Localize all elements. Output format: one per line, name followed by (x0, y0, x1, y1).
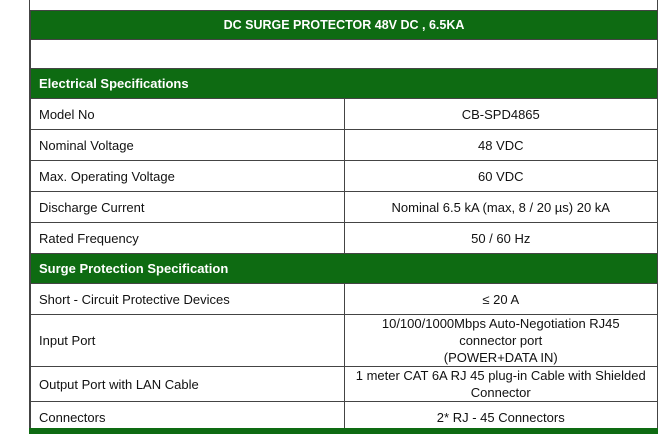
spec-value-line: CB-SPD4865 (461, 106, 540, 122)
section-header-electrical (31, 69, 658, 99)
spec-table (30, 10, 658, 433)
spec-label: Model No (31, 99, 345, 130)
section-heading: Surge Protection Specification (31, 254, 658, 284)
table-row (31, 99, 658, 130)
spec-label: Connectors (31, 402, 345, 433)
blank-row (31, 40, 658, 69)
spec-value-line: ≤ 20 A (482, 291, 520, 307)
spec-label: Nominal Voltage (31, 130, 345, 161)
spec-value (344, 192, 658, 223)
spec-value-line: 1 meter CAT 6A RJ 45 plug-in Cable with Shielded Connector (355, 368, 646, 400)
spec-label: Short - Circuit Protective Devices (31, 284, 345, 315)
spec-value-line: 2* RJ - 45 Connectors (436, 409, 565, 425)
top-margin (30, 0, 658, 10)
spec-label: Max. Operating Voltage (31, 161, 345, 192)
spec-value (344, 367, 658, 402)
spec-value (344, 315, 658, 367)
spec-value-line: (POWER+DATA IN) (443, 350, 558, 365)
spec-label: Input Port (31, 315, 345, 367)
bottom-green-bar (29, 428, 658, 434)
section-header-surge (31, 254, 658, 284)
table-row (31, 223, 658, 254)
table-row (31, 284, 658, 315)
spec-label: Output Port with LAN Cable (31, 367, 345, 402)
spec-label: Discharge Current (31, 192, 345, 223)
spec-value (344, 223, 658, 254)
title-row (31, 11, 658, 40)
spec-value-line: 48 VDC (477, 137, 524, 153)
table-row (31, 192, 658, 223)
section-heading: Electrical Specifications (31, 69, 658, 99)
spec-value-line: 50 / 60 Hz (471, 230, 531, 246)
spec-value-line: 10/100/1000Mbps Auto-Negotiation RJ45 connector port (381, 316, 620, 348)
spec-value-line: Nominal 6.5 kA (max, 8 / 20 µs) 20 kA (391, 199, 610, 215)
spec-sheet (29, 0, 658, 433)
spec-value (344, 161, 658, 192)
blank-cell (31, 40, 658, 69)
spec-value (344, 130, 658, 161)
page-title: DC SURGE PROTECTOR 48V DC , 6.5KA (31, 11, 658, 40)
table-row (31, 315, 658, 367)
table-row (31, 130, 658, 161)
spec-value (344, 99, 658, 130)
table-row (31, 367, 658, 402)
spec-label: Rated Frequency (31, 223, 345, 254)
spec-value-line: 60 VDC (477, 168, 524, 184)
table-row (31, 161, 658, 192)
spec-value (344, 284, 658, 315)
